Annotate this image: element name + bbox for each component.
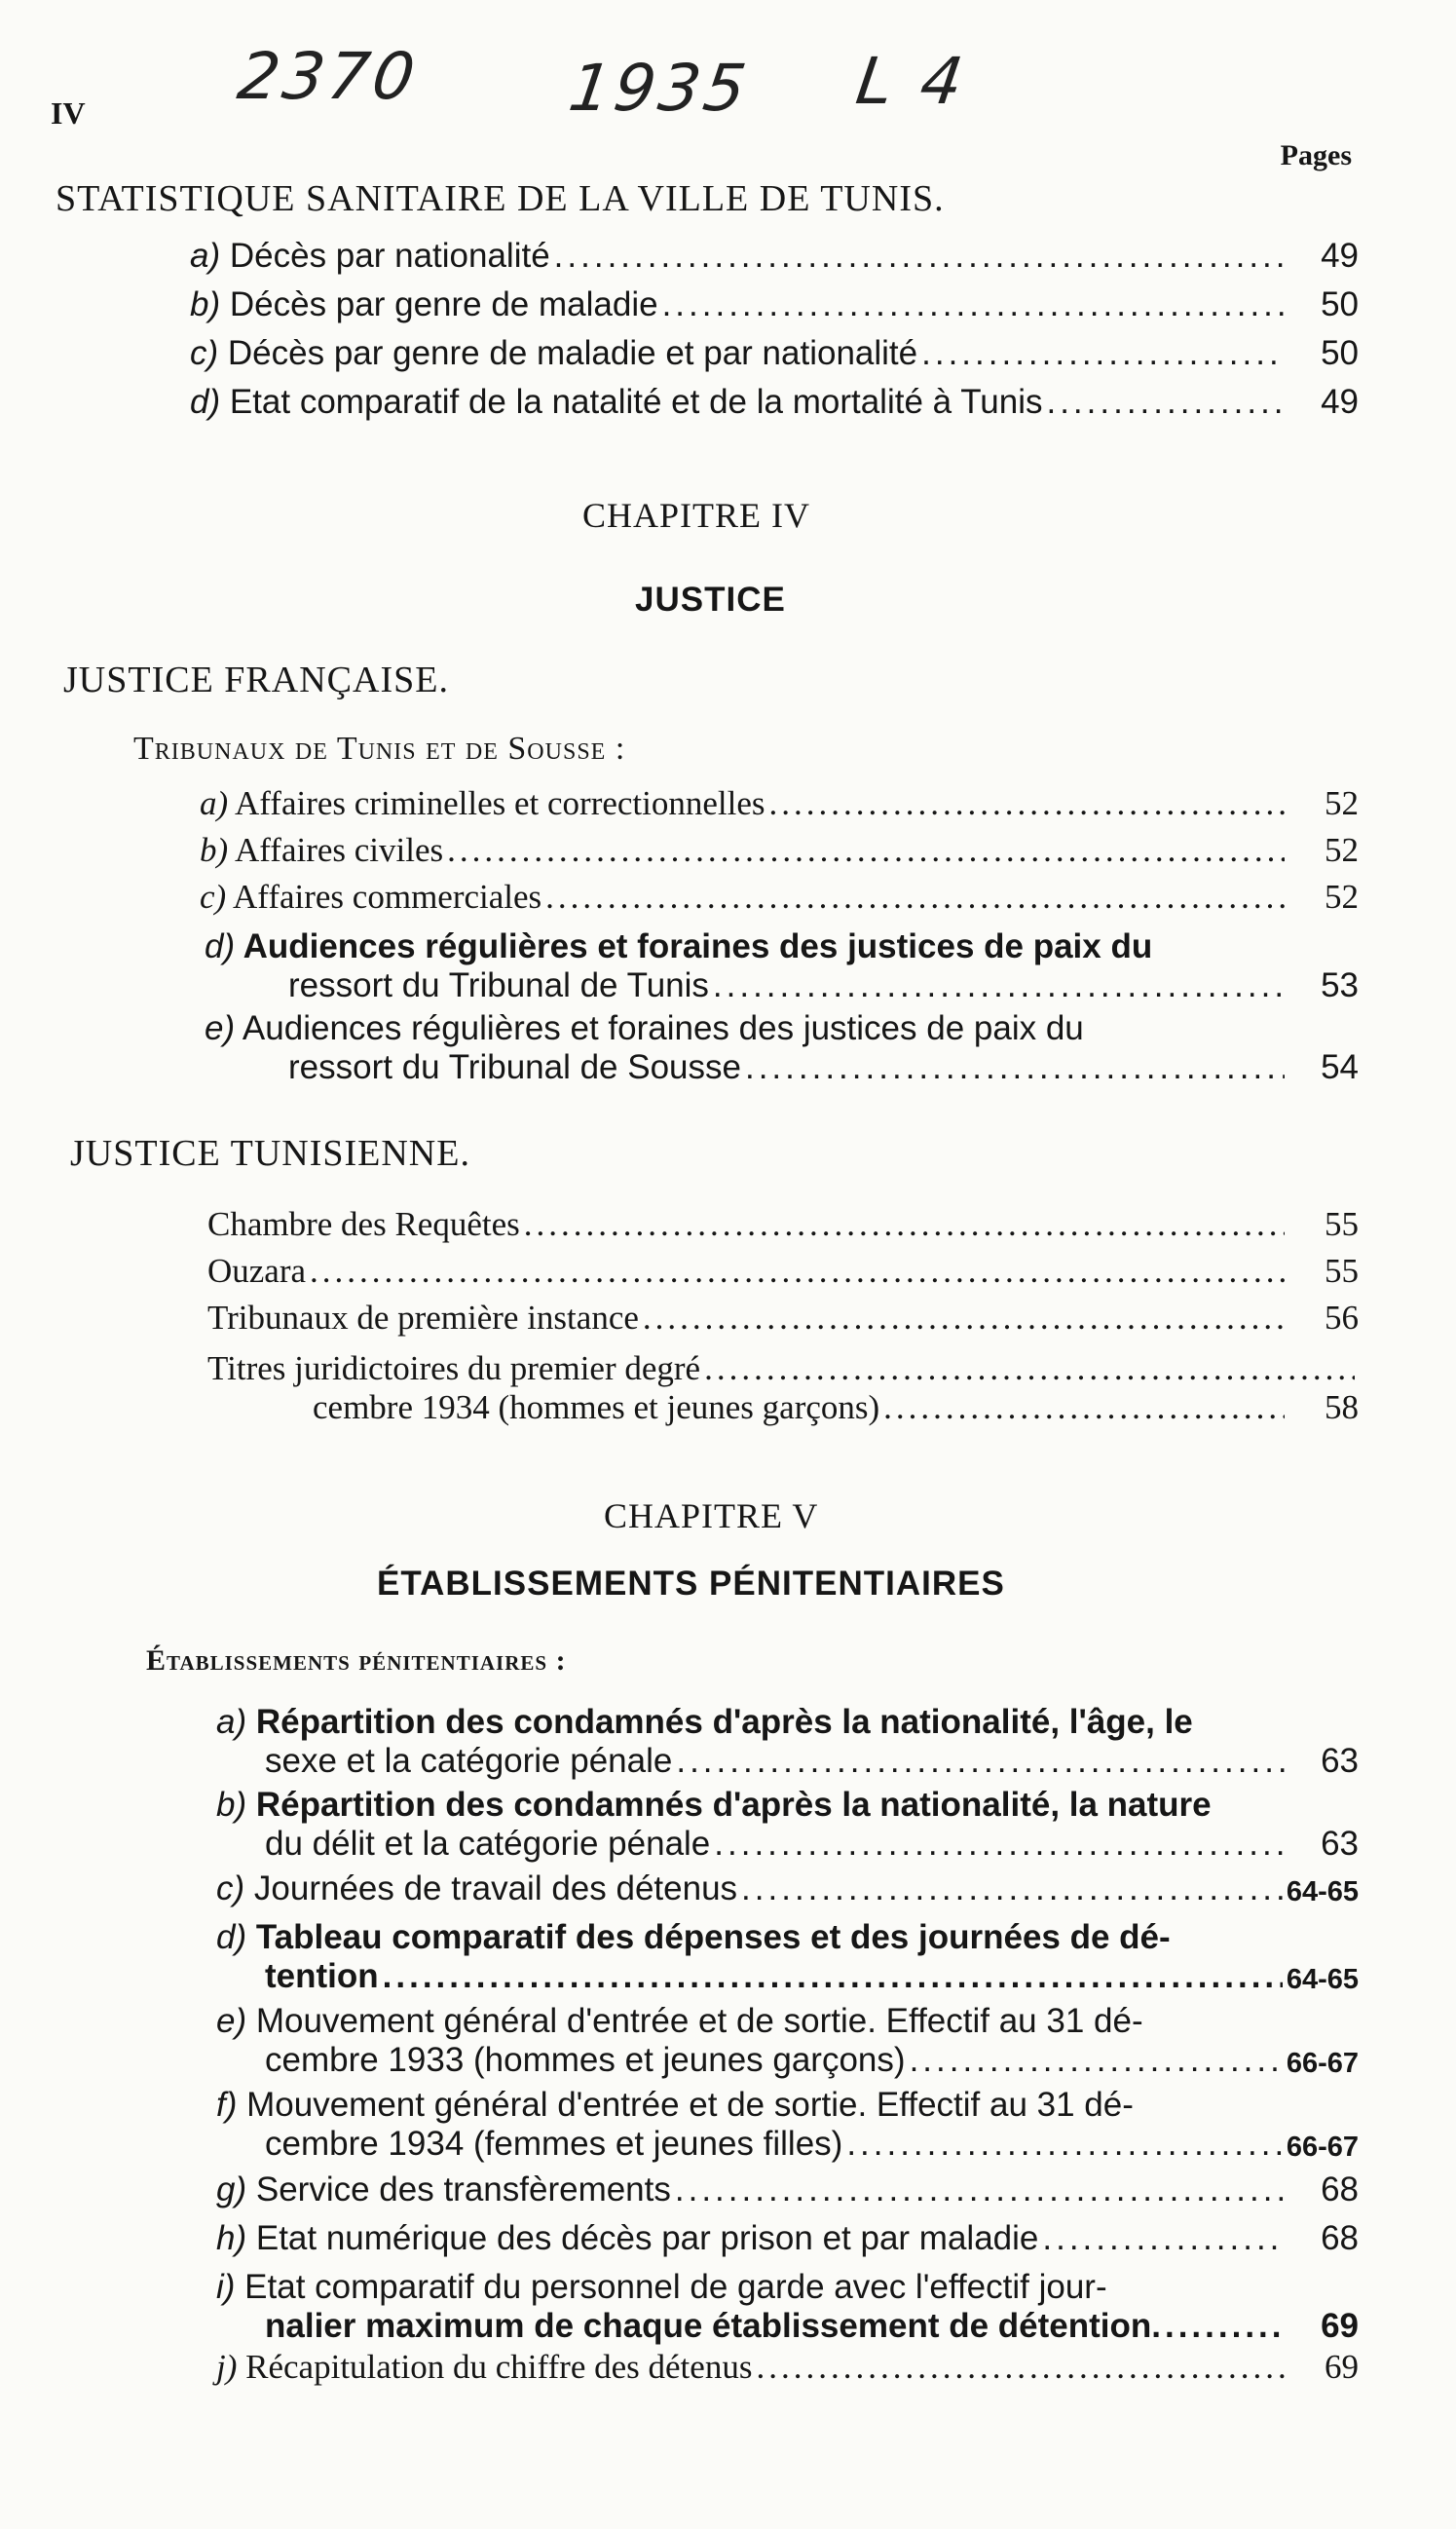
entry-text: Etat comparatif de la natalité et de la mortalité à Tunis [229, 383, 1043, 421]
handwritten-number: 2370 [233, 39, 424, 114]
toc-entry [190, 237, 1359, 276]
subheading-tribunaux: Tribunaux de Tunis et de Sousse : [133, 731, 626, 767]
toc-entry [200, 784, 1359, 823]
entry-text: Tableau comparatif des dépenses et des journées de dé- [255, 1918, 1171, 1956]
entry-text: Décès par genre de maladie et par nationalité [227, 334, 918, 372]
entry-text: Récapitulation du chiffre des détenus [245, 2348, 753, 2386]
handwritten-year: 1935 [564, 51, 755, 126]
entry-text-continued: ressort du Tribunal de Sousse [288, 1048, 741, 1087]
entry-page: 58 [1325, 1388, 1359, 1427]
entry-label: b) [190, 285, 221, 323]
toc-entry [216, 1869, 1359, 1908]
entry-page: 69 [1325, 2348, 1359, 2386]
entry-text-continued: cembre 1934 (hommes et jeunes garçons) [313, 1388, 880, 1427]
subheading-etablissements: Établissements pénitentiaires : [146, 1644, 567, 1677]
entry-text: Affaires commerciales [233, 878, 542, 916]
entry-label: j) [216, 2348, 238, 2386]
entry-text: Chambre des Requêtes [207, 1205, 520, 1243]
entry-page: 66-67 [1286, 2048, 1359, 2080]
pages-column-header: Pages [1280, 139, 1352, 171]
entry-label: g) [216, 2170, 247, 2208]
entry-label: f) [216, 2086, 238, 2124]
entry-text: Tribunaux de première instance [207, 1299, 639, 1337]
entry-text: Répartition des condamnés d'après la nationalité, l'âge, le [255, 1703, 1193, 1741]
entry-label: c) [200, 878, 227, 916]
entry-label: c) [216, 1869, 245, 1907]
toc-entry [216, 2002, 1359, 2081]
entry-text: Audiences régulières et foraines des justices de paix du [242, 1009, 1084, 1047]
entry-label: d) [205, 927, 236, 965]
entry-page: 50 [1321, 285, 1359, 323]
toc-entry [190, 334, 1359, 373]
chapter-title-v: CHAPITRE V [604, 1496, 819, 1535]
entry-label: c) [190, 334, 219, 372]
entry-page: 69 [1321, 2307, 1359, 2346]
entry-text: Affaires civiles [234, 831, 444, 869]
entry-page: 49 [1321, 237, 1359, 275]
chapter-title-iv: CHAPITRE IV [582, 496, 810, 535]
entry-page: 64-65 [1286, 1875, 1359, 1907]
toc-entry [207, 1349, 1359, 1428]
entry-label: i) [216, 2268, 236, 2306]
toc-entry [207, 1205, 1359, 1244]
entry-text: Service des transfèrements [255, 2170, 671, 2208]
entry-text-continued: nalier maximum de chaque établissement de détention. [265, 2307, 1161, 2346]
chapter-theme-penitentiaires: ÉTABLISSEMENTS PÉNITENTIAIRES [377, 1565, 1005, 1603]
toc-entry [200, 831, 1359, 870]
section-heading-justice-tunisienne: JUSTICE TUNISIENNE. [70, 1133, 470, 1174]
toc-entry [216, 2086, 1359, 2165]
entry-page: 63 [1321, 1742, 1359, 1781]
entry-label: e) [205, 1009, 236, 1047]
entry-page: 52 [1325, 784, 1359, 822]
toc-entry [205, 1009, 1359, 1088]
entry-text: Journées de travail des détenus [253, 1869, 738, 1907]
toc-entry [200, 878, 1359, 917]
entry-label: e) [216, 2002, 247, 2040]
entry-page: 53 [1321, 966, 1359, 1005]
entry-text-continued: cembre 1934 (femmes et jeunes filles) [265, 2125, 843, 2164]
chapter-theme-justice: JUSTICE [635, 581, 786, 619]
entry-page: 52 [1325, 831, 1359, 869]
entry-page: 56 [1325, 1299, 1359, 1337]
entry-page: 55 [1325, 1252, 1359, 1290]
entry-text: Ouzara [207, 1252, 307, 1290]
entry-page: 50 [1321, 334, 1359, 372]
toc-entry [207, 1299, 1359, 1338]
toc-entry [190, 285, 1359, 324]
entry-text: Etat numérique des décès par prison et par maladie [255, 2219, 1039, 2257]
entry-text: Répartition des condamnés d'après la nationalité, la nature [255, 1786, 1212, 1824]
entry-text: Mouvement général d'entrée et de sortie. Effectif au 31 dé- [246, 2086, 1134, 2124]
section-heading-statistique: STATISTIQUE SANITAIRE DE LA VILLE DE TUNIS. [56, 178, 945, 219]
entry-page: 64-65 [1286, 1964, 1359, 1996]
handwritten-code: L 4 [851, 44, 972, 119]
entry-text: Décès par genre de maladie [229, 285, 658, 323]
entry-label: h) [216, 2219, 247, 2257]
entry-text-continued: cembre 1933 (hommes et jeunes garçons) [265, 2041, 906, 2080]
entry-text: Affaires criminelles et correctionnelles [234, 784, 765, 822]
toc-entry [205, 927, 1359, 1006]
entry-text: Audiences régulières et foraines des justices de paix du [243, 927, 1153, 965]
entry-label: d) [190, 383, 221, 421]
entry-text: Décès par nationalité [229, 237, 550, 275]
toc-entry [216, 2348, 1359, 2387]
entry-label: b) [216, 1786, 247, 1824]
entry-text-continued: ressort du Tribunal de Tunis [288, 966, 709, 1005]
entry-text-continued: du délit et la catégorie pénale [265, 1825, 711, 1864]
entry-page: 49 [1321, 383, 1359, 421]
entry-text-continued: tention [265, 1957, 379, 1996]
toc-entry [216, 2170, 1359, 2209]
entry-text-continued: sexe et la catégorie pénale [265, 1742, 673, 1781]
entry-label: d) [216, 1918, 247, 1956]
toc-entry [216, 1786, 1359, 1865]
toc-entry [207, 1252, 1359, 1291]
entry-page: 55 [1325, 1205, 1359, 1243]
entry-label: a) [200, 784, 229, 822]
entry-page: 54 [1321, 1048, 1359, 1087]
toc-entry [190, 383, 1359, 422]
entry-page: 52 [1325, 878, 1359, 916]
entry-text: Mouvement général d'entrée et de sortie. Effectif au 31 dé- [255, 2002, 1143, 2040]
entry-page: 68 [1321, 2170, 1359, 2208]
entry-label: a) [190, 237, 221, 275]
entry-page: 66-67 [1286, 2132, 1359, 2164]
toc-entry [216, 1918, 1359, 1997]
entry-text: Titres juridictoires du premier degré [207, 1349, 701, 1387]
entry-page: 63 [1321, 1825, 1359, 1864]
toc-entry [216, 2219, 1359, 2258]
entry-page: 68 [1321, 2219, 1359, 2257]
entry-label: a) [216, 1703, 247, 1741]
entry-text: Etat comparatif du personnel de garde avec l'effectif jour- [244, 2268, 1107, 2306]
section-heading-justice-francaise: JUSTICE FRANÇAISE. [63, 660, 449, 700]
page-number: IV [51, 95, 86, 131]
toc-entry [216, 1703, 1359, 1782]
entry-label: b) [200, 831, 229, 869]
toc-entry [216, 2268, 1359, 2347]
